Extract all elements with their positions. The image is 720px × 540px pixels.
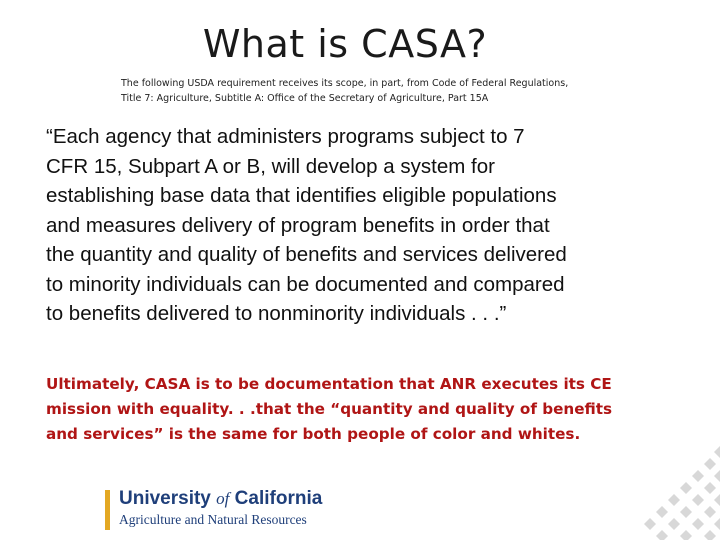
logo-accent-bar xyxy=(105,490,110,530)
slide-title: What is CASA? xyxy=(202,22,488,66)
conclusion-line: Ultimately, CASA is to be documentation that ANR executes its CE xyxy=(46,375,612,393)
subtitle-line: The following USDA requirement receives its scope, in part, from Code of Federal Regulations, xyxy=(121,78,569,89)
decorative-dot-pattern xyxy=(580,430,720,540)
quote-line: to minority individuals can be documented and compared xyxy=(46,272,565,296)
slide-subtitle xyxy=(121,76,641,106)
logo-university-name: University of California xyxy=(119,488,323,509)
quote-line: and measures delivery of program benefits in order that xyxy=(46,213,550,237)
conclusion-line: and services” is the same for both people of color and whites. xyxy=(46,425,581,443)
logo-division-name: Agriculture and Natural Resources xyxy=(119,512,307,527)
quote-line: CFR 15, Subpart A or B, will develop a system for xyxy=(46,154,495,178)
subtitle-line: Title 7: Agriculture, Subtitle A: Office of the Secretary of Agriculture, Part 15A xyxy=(121,93,489,104)
quote-line: “Each agency that administers programs subject to 7 xyxy=(46,125,525,148)
quote-line: establishing base data that identifies eligible populations xyxy=(46,184,557,207)
quote-line: to benefits delivered to nonminority individuals . . .” xyxy=(46,302,507,325)
quote-line: the quantity and quality of benefits and services delivered xyxy=(46,243,567,266)
conclusion-line: mission with equality. . .that the “quantity and quality of benefits xyxy=(46,400,613,418)
regulation-quote xyxy=(46,122,686,329)
